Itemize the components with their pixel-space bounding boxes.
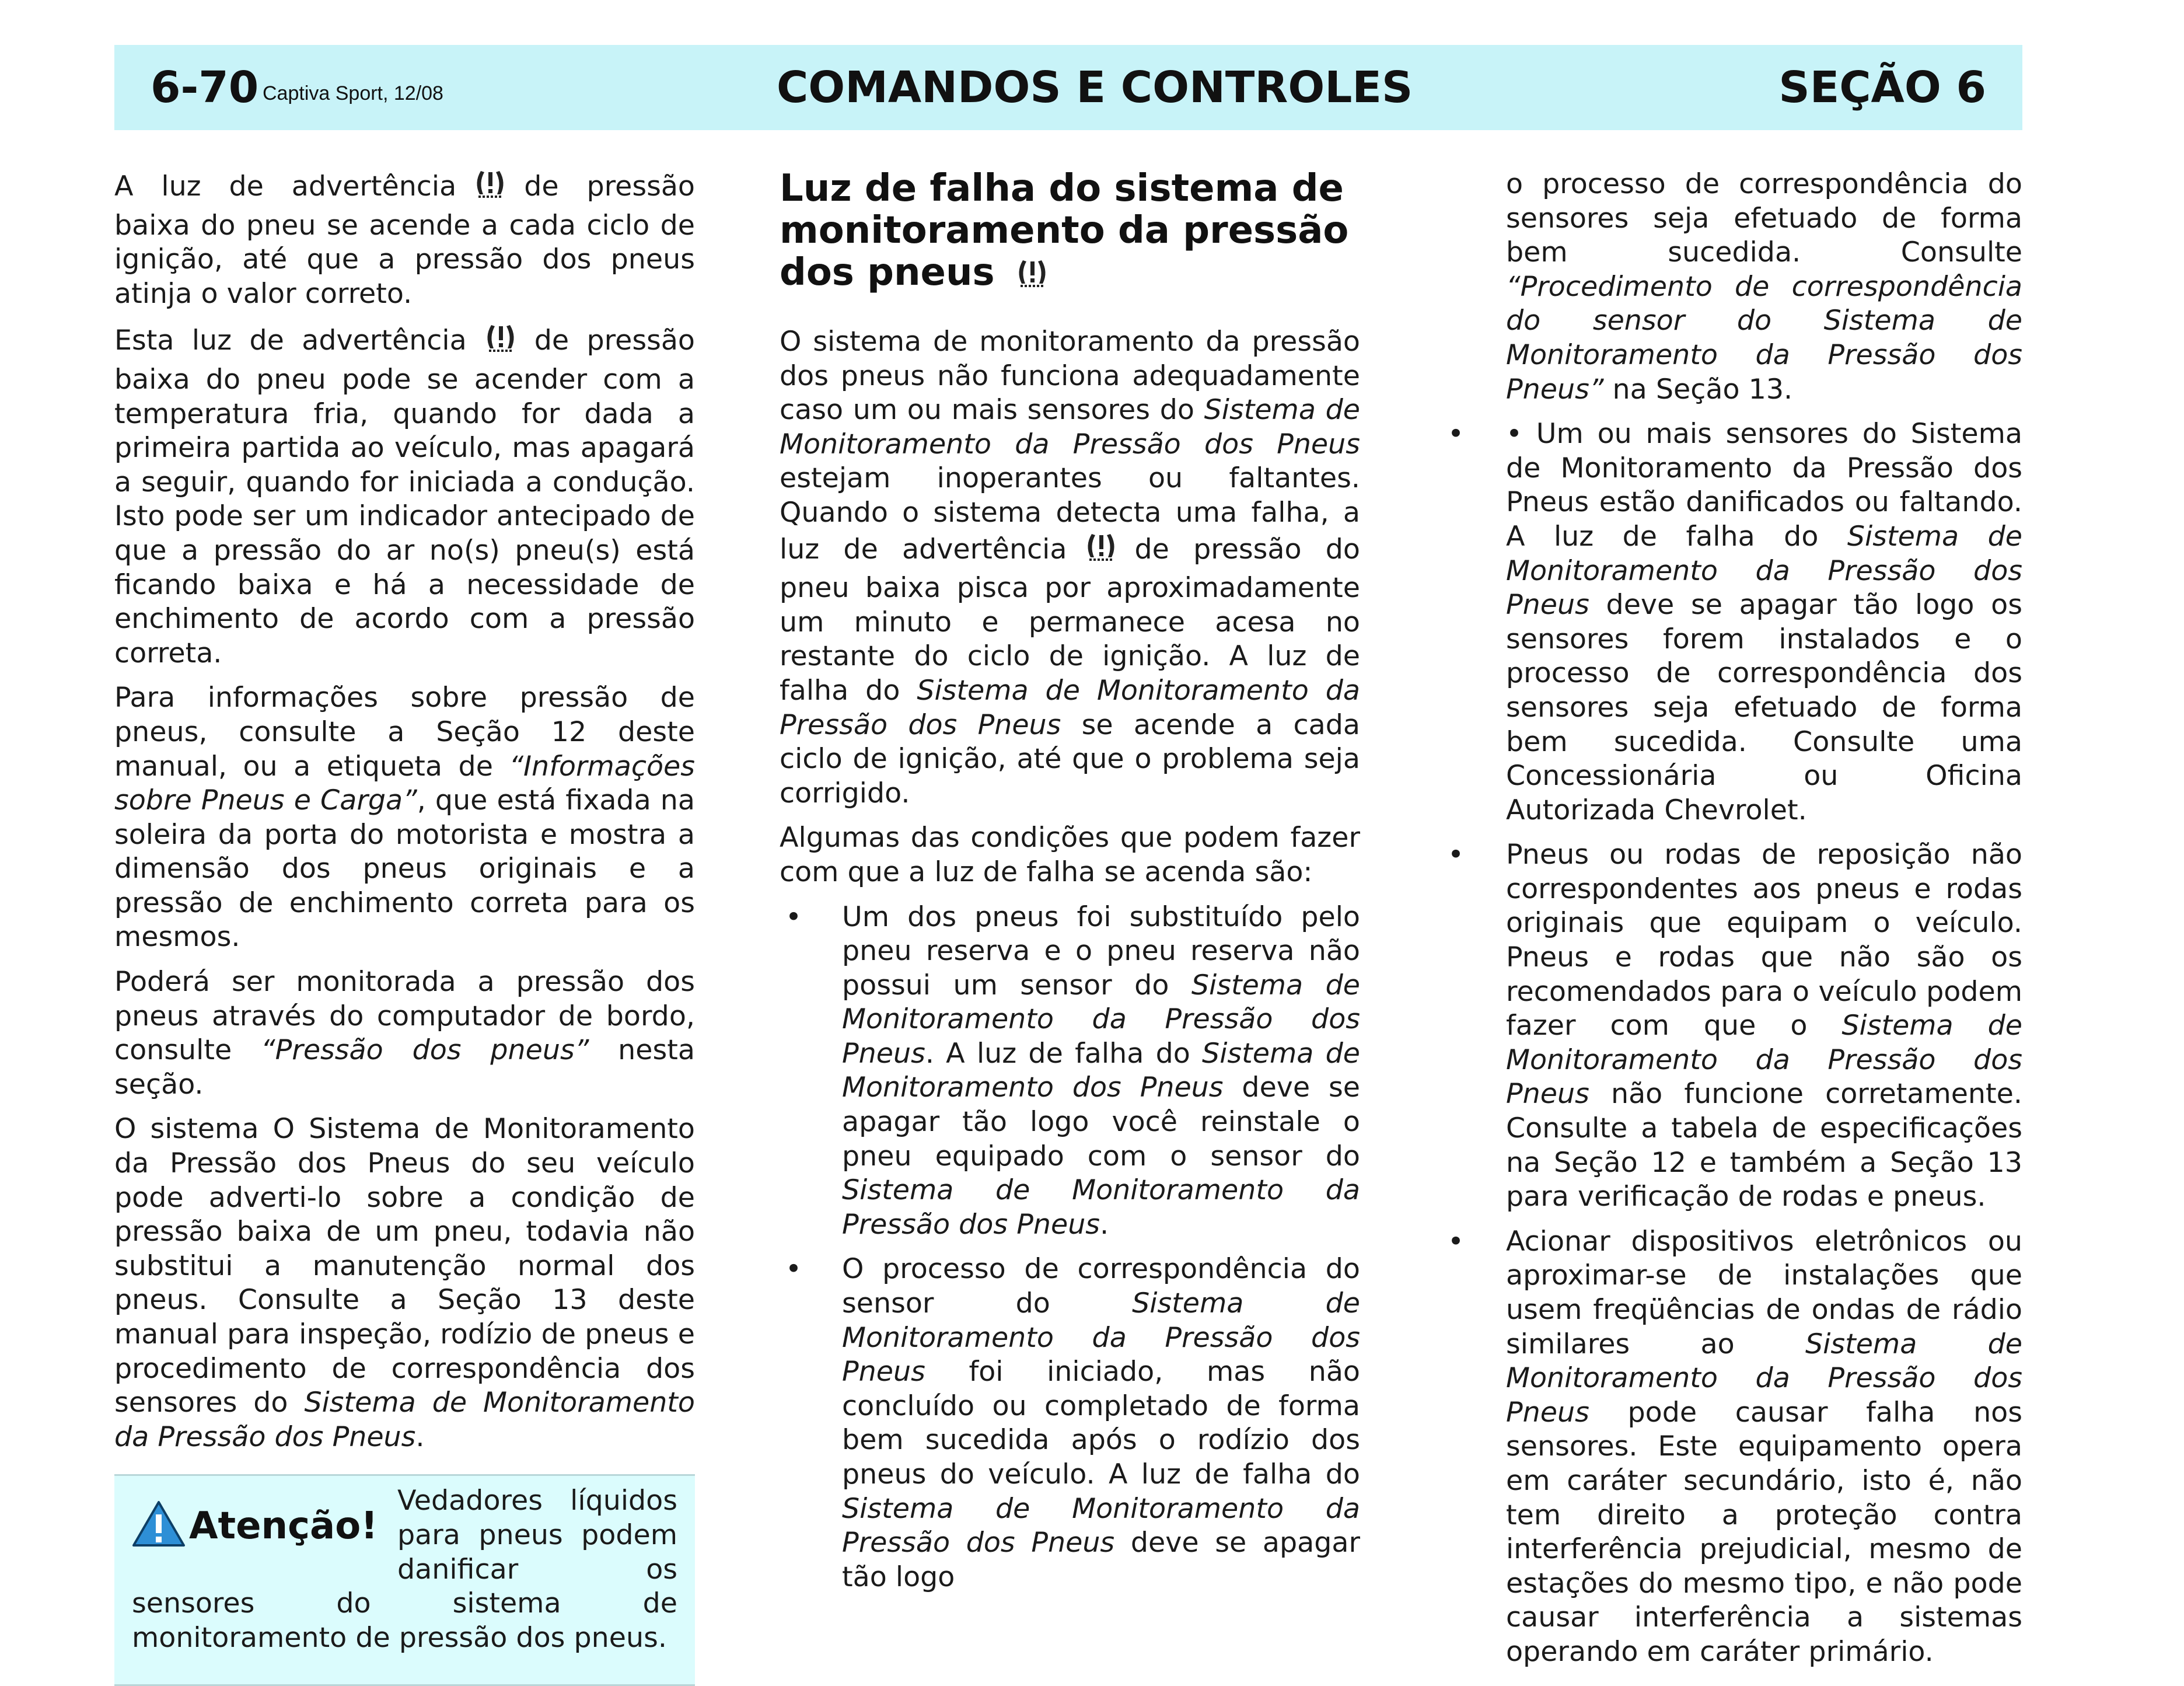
page-header [114,45,2022,130]
paragraph: Poderá ser monitorada a pressão dos pneus através do computador de bordo, consulte “Pressão dos pneus” nesta seção. [114,966,695,1101]
condition-list [1448,417,2022,1669]
paragraph: Esta luz de advertência de pressão baixa do pneu pode se acender com a temperatura fria, quando for dada a primeira partida ao veículo, mas apagará a seguir, quando for iniciada a condução. Isto pode ser um indicador antecipado de que a pressão do ar no(s) pneu(s) está ficando baixa e há a necessidade de enchimento de acordo com a pressão correta. [114,322,695,671]
caution-header [132,1484,397,1553]
bullet-glyph: • [785,900,802,933]
page-number: 6-70 [151,62,259,113]
bullet-glyph: • [1448,1225,1465,1258]
bullet-glyph: • [1448,839,1465,871]
condition-list [780,900,1360,1595]
list-item: • Um dos pneus foi substituído pelo pneu reserva e o pneu reserva não possui um sensor do Sistema de Monitoramento da Pressão dos Pneus. A luz de falha do Sistema de Monitoramento dos Pneus deve se apagar tão logo você reinstale o pneu equipado com o sensor do Sistema de Monitoramento da Pressão dos Pneus. [785,900,1361,1241]
model-label: Captiva Sport, 12/08 [263,82,443,104]
chapter-title: COMANDOS E CONTROLES [777,62,1413,113]
caution-box [114,1474,695,1686]
list-item: • • Um ou mais sensores do Sistema de Monitoramento da Pressão dos Pneus estão danificados ou faltando. A luz de falha do Sistema de Monitoramento da Pressão dos Pneus deve se apagar tão logo os sensores forem instalados e o processo de correspondência dos sensores seja efetuado de forma bem sucedida. Consulte uma Concessionária ou Oficina Autorizada Chevrolet. [1448,418,2022,826]
bullet-glyph: • [1448,418,1465,451]
tire-pressure-warning-icon [1015,256,1050,298]
paragraph: o processo de correspondência do sensores seja efetuado de forma bem sucedida. Consulte “Procedimento de correspondência do sensor do Sistema de Monitoramento da Pressão dos Pneus” na Seção 13. [1506,168,2022,406]
paragraph: O sistema de monitoramento da pressão dos pneus não funciona adequadamente caso um ou mais sensores do Sistema de Monitoramento da Pressão dos Pneus estejam inoperantes ou faltantes. Quando o sistema detecta uma falha, a luz de advertência de pressão do pneu baixa pisca por aproximadamente um minuto e permanece acesa no restante do ciclo de ignição. A luz de falha do Sistema de Monitoramento da Pressão dos Pneus se acende a cada ciclo de ignição, até que o problema seja corrigido. [780,326,1360,809]
list-item: • Acionar dispositivos eletrônicos ou aproximar-se de instalações que usem freqüências de ondas de rádio similares ao Sistema de Monitoramento da Pressão dos Pneus pode causar falha nos sensores. Este equipamento opera em caráter secundário, isto é, não tem direito a proteção contra interferência prejudicial, mesmo de estações do mesmo tipo, e não pode causar interferência a sistemas operando em caráter primário. [1448,1225,2022,1668]
paragraph: A luz de advertência de pressão baixa do pneu se acende a cada ciclo de ignição, até que a pressão dos pneus atinja o valor correto. [114,167,695,311]
column-left [114,167,695,1686]
list-item: • O processo de correspondência do sensor do Sistema de Monitoramento da Pressão dos Pneus foi iniciado, mas não concluído ou completado de forma bem sucedida após o rodízio dos pneus do veículo. A luz de falha do Sistema de Monitoramento da Pressão dos Pneus deve se apagar tão logo [785,1253,1360,1593]
column-middle [780,167,1360,1605]
tire-pressure-warning-icon [483,322,518,363]
warning-triangle-icon [132,1500,186,1547]
tire-pressure-warning-icon [1084,530,1119,572]
section-heading: Luz de falha do sistema de monitoramento da pressão dos pneus [780,167,1360,298]
paragraph: O sistema O Sistema de Monitoramento da Pressão dos Pneus do seu veículo pode adverti-lo sobre a condição de pressão baixa de um pneu, todavia não substitui a manutenção normal dos pneus. Consulte a Seção 13 deste manual para inspeção, rodízio de pneus e procedimento de correspondência dos sensores do Sistema de Monitoramento da Pressão dos Pneus. [114,1113,695,1453]
list-item: • Pneus ou rodas de reposição não correspondentes aos pneus e rodas originais que equipam o veículo. Pneus e rodas que não são os recomendados para o veículo podem fazer com que o Sistema de Monitoramento da Pressão dos Pneus não funcione corretamente. Consulte a tabela de especificações na Seção 12 e também a Seção 13 para verificação de rodas e pneus. [1448,839,2022,1213]
column-right [1448,167,2022,1680]
paragraph: Algumas das condições que podem fazer com que a luz de falha se acenda são: [780,822,1360,888]
paragraph: Para informações sobre pressão de pneus, consulte a Seção 12 deste manual, ou a etiqueta de “Informações sobre Pneus e Carga”, que está fixada na soleira da porta do motorista e mostra a dimensão dos pneus originais e a pressão de enchimento correta para os mesmos. [114,682,695,954]
tire-pressure-warning-icon [473,167,508,209]
caution-text: Vedadores líquidos para pneus podem danificar os sensores do sistema de monitoramento de pressão dos pneus. [132,1485,677,1654]
section-label: SEÇÃO 6 [1778,62,1986,113]
bullet-glyph: • [785,1253,802,1286]
caution-label: Atenção! [189,1505,378,1548]
